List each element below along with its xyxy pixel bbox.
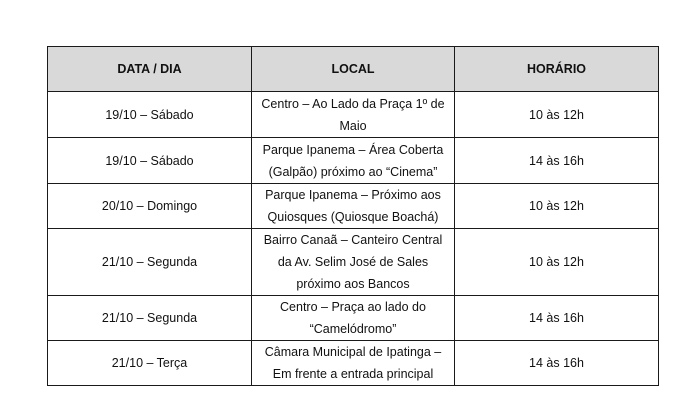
cell-local: Parque Ipanema – Área Coberta (Galpão) próximo ao “Cinema” xyxy=(252,138,455,184)
table-row xyxy=(48,184,659,229)
cell-date: 21/10 – Terça xyxy=(48,341,252,386)
table-row xyxy=(48,92,659,138)
table-row xyxy=(48,296,659,341)
header-time: HORÁRIO xyxy=(455,47,659,92)
cell-time: 10 às 12h xyxy=(455,92,659,138)
cell-local: Centro – Ao Lado da Praça 1º de Maio xyxy=(252,92,455,138)
schedule-table xyxy=(47,46,659,386)
cell-local: Câmara Municipal de Ipatinga – Em frente a entrada principal xyxy=(252,341,455,386)
cell-time: 14 às 16h xyxy=(455,341,659,386)
header-date: DATA / DIA xyxy=(48,47,252,92)
cell-time: 14 às 16h xyxy=(455,296,659,341)
header-row xyxy=(48,47,659,92)
cell-date: 19/10 – Sábado xyxy=(48,92,252,138)
cell-date: 21/10 – Segunda xyxy=(48,296,252,341)
cell-local: Centro – Praça ao lado do “Camelódromo” xyxy=(252,296,455,341)
cell-date: 21/10 – Segunda xyxy=(48,229,252,296)
cell-time: 10 às 12h xyxy=(455,229,659,296)
cell-date: 20/10 – Domingo xyxy=(48,184,252,229)
cell-date: 19/10 – Sábado xyxy=(48,138,252,184)
cell-time: 10 às 12h xyxy=(455,184,659,229)
header-local: LOCAL xyxy=(252,47,455,92)
table-row xyxy=(48,229,659,296)
cell-local: Parque Ipanema – Próximo aos Quiosques (Quiosque Boachá) xyxy=(252,184,455,229)
cell-time: 14 às 16h xyxy=(455,138,659,184)
table-row xyxy=(48,138,659,184)
table-row xyxy=(48,341,659,386)
cell-local: Bairro Canaã – Canteiro Central da Av. Selim José de Sales próximo aos Bancos xyxy=(252,229,455,296)
